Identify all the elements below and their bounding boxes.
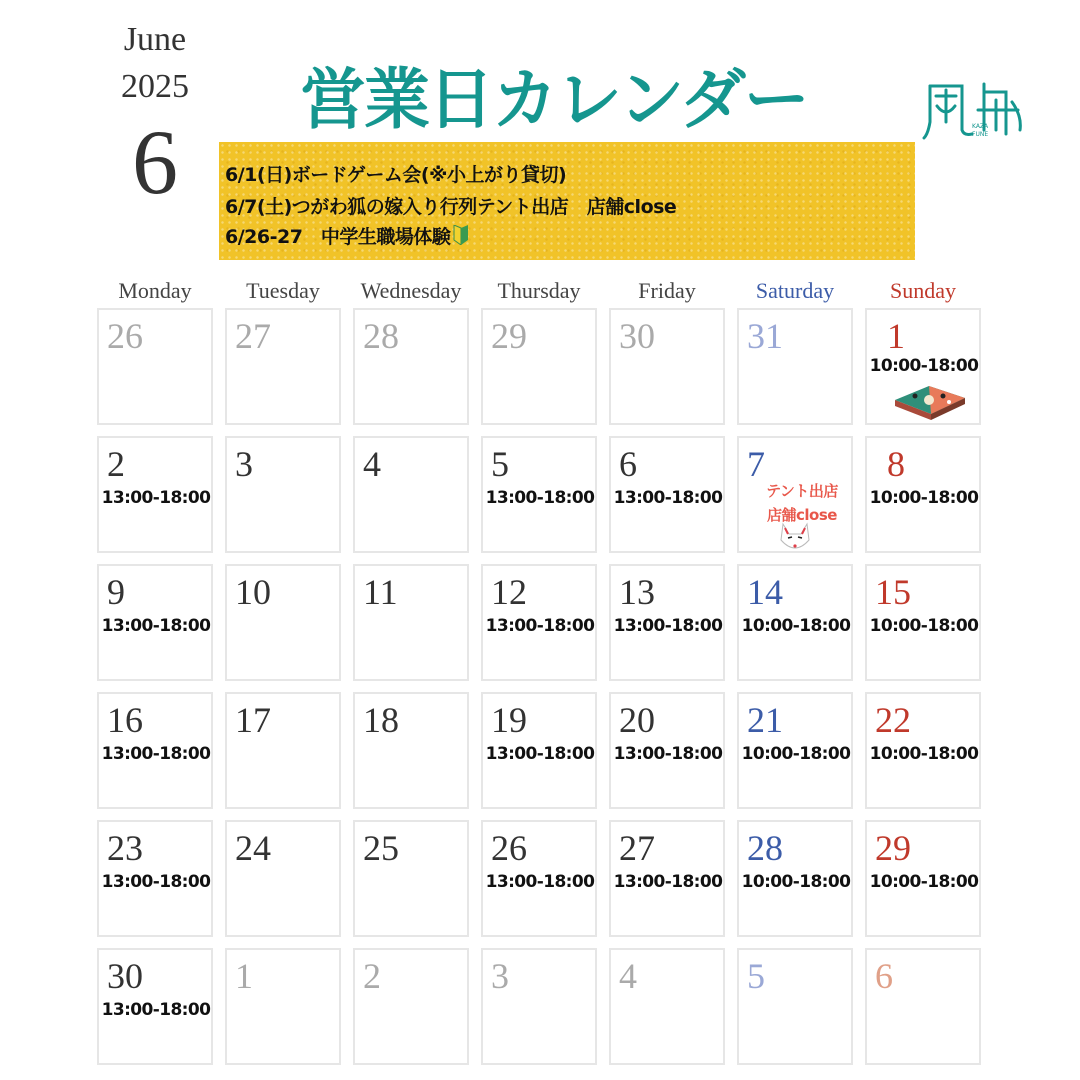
day-number: 17 bbox=[235, 700, 271, 740]
day-cell bbox=[225, 692, 341, 809]
day-cell bbox=[225, 948, 341, 1065]
day-number: 31 bbox=[747, 316, 783, 356]
logo-lettering: KAZA bbox=[972, 123, 989, 130]
business-hours: 13:00-18:00 bbox=[485, 744, 595, 764]
business-hours: 13:00-18:00 bbox=[101, 744, 211, 764]
business-hours: 13:00-18:00 bbox=[613, 616, 723, 636]
business-hours: 10:00-18:00 bbox=[869, 488, 979, 508]
business-hours: 10:00-18:00 bbox=[741, 744, 851, 764]
day-number: 14 bbox=[747, 572, 783, 612]
business-hours: 13:00-18:00 bbox=[485, 872, 595, 892]
day-number: 29 bbox=[875, 828, 911, 868]
day-number: 11 bbox=[363, 572, 398, 612]
day-number: 15 bbox=[875, 572, 911, 612]
day-number: 3 bbox=[491, 956, 509, 996]
weekday-friday: Friday bbox=[638, 278, 696, 303]
day-number: 18 bbox=[363, 700, 399, 740]
day-number: 4 bbox=[363, 444, 381, 484]
day-cell bbox=[481, 308, 597, 425]
day-number: 28 bbox=[363, 316, 399, 356]
day-cell bbox=[353, 948, 469, 1065]
business-hours: 13:00-18:00 bbox=[101, 488, 211, 508]
beginner-mark-icon bbox=[452, 225, 470, 250]
day-number: 5 bbox=[491, 444, 509, 484]
month-year: 2025 bbox=[121, 68, 189, 105]
day-cell bbox=[737, 308, 853, 425]
business-hours: 13:00-18:00 bbox=[613, 872, 723, 892]
day-number: 27 bbox=[619, 828, 655, 868]
day-cell bbox=[225, 308, 341, 425]
business-hours: 10:00-18:00 bbox=[741, 872, 851, 892]
day-number: 8 bbox=[887, 444, 905, 484]
day-cell bbox=[225, 564, 341, 681]
day-number: 29 bbox=[491, 316, 527, 356]
fox-mask-icon bbox=[777, 522, 813, 559]
day-cell bbox=[225, 820, 341, 937]
day-number: 6 bbox=[875, 956, 893, 996]
day-number: 26 bbox=[491, 828, 527, 868]
day-number: 2 bbox=[363, 956, 381, 996]
day-cell bbox=[353, 692, 469, 809]
day-number: 25 bbox=[363, 828, 399, 868]
day-number: 9 bbox=[107, 572, 125, 612]
weekday-tuesday: Tuesday bbox=[246, 278, 320, 303]
weekday-saturday: Saturday bbox=[755, 278, 835, 303]
day-number: 2 bbox=[107, 444, 125, 484]
day-cell bbox=[865, 948, 981, 1065]
business-hours: 13:00-18:00 bbox=[101, 616, 211, 636]
notice-line-1: 6/1(日)ボードゲーム会(※小上がり貸切) bbox=[225, 164, 567, 186]
month-name: June bbox=[123, 21, 187, 58]
weekday-sunday: Sunday bbox=[890, 278, 956, 303]
logo-mark bbox=[922, 72, 1032, 152]
day-number: 12 bbox=[491, 572, 527, 612]
svg-text:FUNE: FUNE bbox=[972, 131, 989, 138]
day-cell bbox=[353, 436, 469, 553]
day-number: 7 bbox=[747, 444, 765, 484]
day-cell bbox=[225, 436, 341, 553]
day-cell bbox=[353, 308, 469, 425]
day-number: 24 bbox=[235, 828, 271, 868]
day-cell bbox=[353, 820, 469, 937]
weekday-monday: Monday bbox=[118, 278, 192, 303]
day-number: 30 bbox=[619, 316, 655, 356]
month-number: 6 bbox=[132, 111, 178, 213]
day-cell bbox=[609, 948, 725, 1065]
business-hours: 13:00-18:00 bbox=[485, 616, 595, 636]
day-cell bbox=[97, 308, 213, 425]
day-cell bbox=[609, 308, 725, 425]
notice-line-2: 6/7(土)つがわ狐の嫁入り行列テント出店 店舗close bbox=[225, 196, 677, 218]
notice-line-3-text: 6/26-27 中学生職場体験 bbox=[225, 226, 451, 248]
day-number: 3 bbox=[235, 444, 253, 484]
board-game-icon bbox=[891, 382, 971, 427]
weekday-wednesday: Wednesday bbox=[360, 278, 462, 303]
notice-line-3 bbox=[225, 222, 470, 250]
day-number: 6 bbox=[619, 444, 637, 484]
day-number: 27 bbox=[235, 316, 271, 356]
business-hours: 10:00-18:00 bbox=[869, 872, 979, 892]
day-number: 13 bbox=[619, 572, 655, 612]
day-number: 5 bbox=[747, 956, 765, 996]
day-cell bbox=[353, 564, 469, 681]
notice-box bbox=[219, 142, 915, 260]
business-hours: 13:00-18:00 bbox=[101, 872, 211, 892]
business-hours: 10:00-18:00 bbox=[741, 616, 851, 636]
business-hours: 13:00-18:00 bbox=[101, 1000, 211, 1020]
business-hours: 13:00-18:00 bbox=[613, 744, 723, 764]
day-number: 28 bbox=[747, 828, 783, 868]
day-number: 19 bbox=[491, 700, 527, 740]
day-number: 20 bbox=[619, 700, 655, 740]
page-title: 営業日カレンダー bbox=[300, 61, 808, 138]
day-number: 16 bbox=[107, 700, 143, 740]
business-hours: 10:00-18:00 bbox=[869, 616, 979, 636]
event-label: テント出店 bbox=[766, 482, 838, 500]
day-cell bbox=[737, 948, 853, 1065]
day-number: 1 bbox=[235, 956, 253, 996]
day-number: 10 bbox=[235, 572, 271, 612]
weekday-thursday: Thursday bbox=[497, 278, 581, 303]
day-number: 1 bbox=[887, 316, 905, 356]
day-number: 30 bbox=[107, 956, 143, 996]
logo bbox=[922, 72, 1032, 152]
business-hours: 10:00-18:00 bbox=[869, 356, 979, 376]
day-number: 21 bbox=[747, 700, 783, 740]
business-hours: 13:00-18:00 bbox=[613, 488, 723, 508]
month-header bbox=[100, 18, 210, 212]
day-number: 22 bbox=[875, 700, 911, 740]
business-hours: 10:00-18:00 bbox=[869, 744, 979, 764]
day-cell bbox=[481, 948, 597, 1065]
business-hours: 13:00-18:00 bbox=[485, 488, 595, 508]
day-number: 26 bbox=[107, 316, 143, 356]
day-number: 23 bbox=[107, 828, 143, 868]
event-label: 店舗close bbox=[767, 506, 837, 524]
day-number: 4 bbox=[619, 956, 637, 996]
